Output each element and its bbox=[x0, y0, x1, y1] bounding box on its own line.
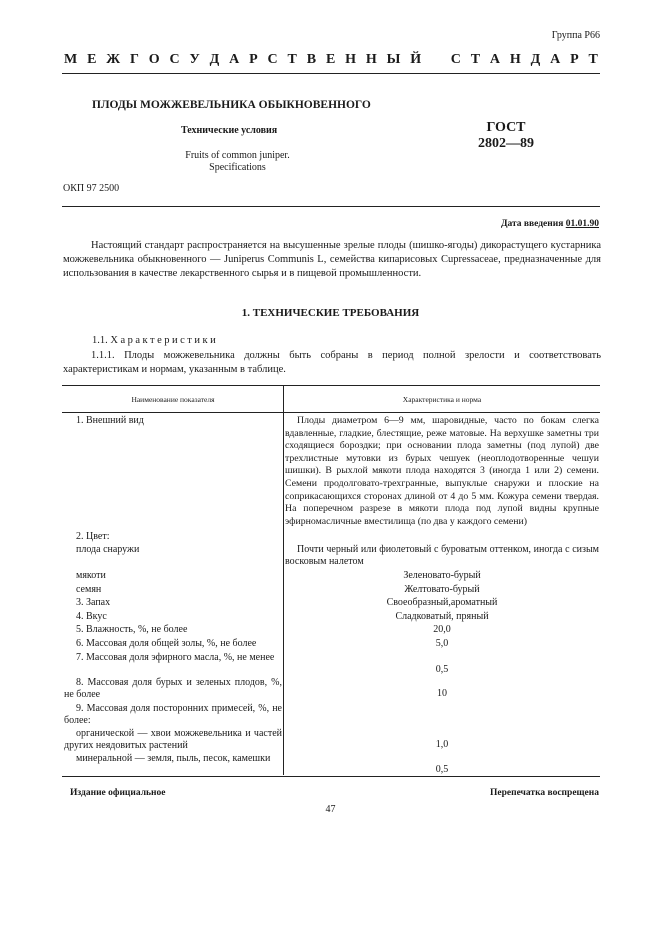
row-2b-name: мякоти bbox=[76, 570, 106, 581]
row-9a-name: органической — хвои можжевельника и частей других неядовитых растений bbox=[64, 728, 282, 751]
row-9-name: 9. Массовая доля посторонних примесей, %, не более: bbox=[64, 703, 282, 726]
row-9b-value: 0,5 bbox=[435, 764, 449, 775]
banner-letter: Ж bbox=[106, 52, 121, 67]
group-code: Группа Р66 bbox=[551, 30, 600, 41]
row-2c-name: семян bbox=[76, 584, 102, 595]
banner-letter: А bbox=[229, 52, 240, 67]
row-4-name: 4. Вкус bbox=[76, 611, 107, 622]
clause-1-1 bbox=[92, 335, 218, 346]
row-1-name: 1. Внешний вид bbox=[76, 415, 144, 426]
banner-letter: А bbox=[489, 52, 501, 67]
banner-letter: С bbox=[169, 52, 180, 67]
header-rule bbox=[62, 73, 600, 74]
banner-letter: Р bbox=[570, 52, 579, 67]
row-1-value: Плоды диаметром 6—9 мм, шаровидные, часто по бокам слегка вдавленные, гладкие, блестящие, реже матовые. На верхушке заметны три сходящиеся бороздки; при основании плода заметны (под лупой) две трехлистные мутовки из бурых чешуек (неоплодотворенные чешуи шишки). В рыхлой мякоти плода находятся 3 (иногда 1 или 2) семени. Семени продолговато-трехгранные, выпуклые снаружи и плоские на соприкасающихся сторонах длиной от 4 до 5 мм. Кожура семени твердая. На поперечном разрезе в мякоти плода под лупой видны крупные эфирномасличные вместилища (по два у каждого семени) bbox=[285, 415, 599, 527]
row-2b-value: Зеленовато-бурый bbox=[403, 570, 481, 581]
banner-letter: Е bbox=[325, 52, 336, 67]
banner-letter: Ы bbox=[386, 52, 401, 67]
date-rule bbox=[62, 206, 600, 207]
row-7-value: 0,5 bbox=[435, 664, 449, 675]
row-6-name: 6. Массовая доля общей золы, %, не более bbox=[76, 638, 257, 649]
column-header-name: Наименование показателя bbox=[131, 395, 215, 404]
row-2c-value: Желтовато-бурый bbox=[404, 584, 480, 595]
page-number: 47 bbox=[325, 804, 336, 815]
row-3-name: 3. Запах bbox=[76, 597, 111, 608]
banner-letter: Й bbox=[410, 52, 422, 67]
row-8-name: 8. Массовая доля бурых и зеленых плодов, %, не более bbox=[64, 677, 282, 700]
banner-letter: Р bbox=[249, 52, 258, 67]
banner-letter: А bbox=[550, 52, 561, 67]
gost-label: ГОСТ bbox=[486, 120, 526, 135]
banner-letter: Т bbox=[588, 52, 598, 67]
banner-letter: С bbox=[267, 52, 278, 67]
table-bottom-rule bbox=[62, 776, 600, 777]
banner-letter: Т bbox=[287, 52, 297, 67]
english-title-line2: Specifications bbox=[209, 162, 266, 173]
banner-letter: Н bbox=[345, 52, 357, 67]
banner-letter: В bbox=[306, 52, 317, 67]
section-title: 1. ТЕХНИЧЕСКИЕ ТРЕБОВАНИЯ bbox=[241, 307, 420, 319]
row-2a-value: Почти черный или фиолетовый с буроватым оттенком, иногда с сизым восковым налетом bbox=[285, 544, 599, 567]
banner-letter: Н bbox=[509, 52, 521, 67]
english-title bbox=[150, 150, 325, 174]
banner-letter: М bbox=[64, 52, 78, 67]
banner-letter: Н bbox=[365, 52, 377, 67]
row-4-value: Сладковатый, пряный bbox=[395, 611, 489, 622]
okp-code: ОКП 97 2500 bbox=[63, 183, 120, 194]
standard-banner bbox=[64, 52, 598, 68]
english-title-line1: Fruits of common juniper. bbox=[185, 150, 290, 161]
table-header-rule bbox=[62, 412, 600, 413]
banner-letter: Г bbox=[129, 52, 139, 67]
date-label: Дата введения bbox=[500, 219, 566, 229]
row-2a-name: плода снаружи bbox=[76, 544, 140, 555]
intro-paragraph: Настоящий стандарт распространяется на высушенные зрелые плоды (шишко-ягоды) дикорастущего кустарника можжевельника обыкновенного — Juniperus Communis L, семейства кипарисовых Cupressaceae, предназначенные для использования в качестве лекарственного сырья и в пищевой промышленности. bbox=[63, 240, 601, 279]
date-value: 01.01.90 bbox=[565, 219, 599, 229]
row-9a-value: 1,0 bbox=[435, 739, 449, 750]
row-3-value: Своеобразный,ароматный bbox=[386, 597, 498, 608]
table-column-divider bbox=[283, 385, 284, 775]
banner-letter: О bbox=[148, 52, 160, 67]
footer-reprint-prohibited: Перепечатка воспрещена bbox=[489, 788, 599, 798]
introduction-date bbox=[501, 219, 599, 229]
gost-number bbox=[470, 120, 542, 152]
document-title: ПЛОДЫ МОЖЖЕВЕЛЬНИКА ОБЫКНОВЕННОГО bbox=[92, 99, 371, 111]
document-subtitle: Технические условия bbox=[181, 125, 278, 136]
banner-letter: Д bbox=[530, 52, 541, 67]
banner-letter: Т bbox=[470, 52, 481, 67]
row-5-value: 20,0 bbox=[433, 624, 451, 635]
footer-official-edition: Издание официальное bbox=[70, 788, 166, 798]
banner-letter: С bbox=[450, 52, 461, 67]
row-5-name: 5. Влажность, %, не более bbox=[76, 624, 188, 635]
column-header-value: Характеристика и норма bbox=[402, 395, 482, 404]
banner-letter: Е bbox=[87, 52, 97, 67]
row-7-name: 7. Массовая доля эфирного масла, %, не менее bbox=[76, 652, 275, 663]
clause-1-1-number: 1.1. bbox=[92, 335, 111, 346]
banner-letter: У bbox=[189, 52, 200, 67]
row-9b-name: минеральной — земля, пыль, песок, камешки bbox=[76, 753, 271, 764]
row-6-value: 5,0 bbox=[435, 638, 449, 649]
row-2-name: 2. Цвет: bbox=[76, 531, 110, 542]
banner-letter: Д bbox=[209, 52, 220, 67]
gost-code: 2802—89 bbox=[478, 136, 534, 151]
row-8-value: 10 bbox=[437, 688, 447, 699]
clause-1-1-title: Характеристики bbox=[110, 335, 219, 346]
clause-1-1-1: 1.1.1. Плоды можжевельника должны быть собраны в период полной зрелости и соответствовать характеристикам и нормам, указанным в таблице. bbox=[63, 350, 601, 375]
table-top-rule bbox=[62, 385, 600, 386]
